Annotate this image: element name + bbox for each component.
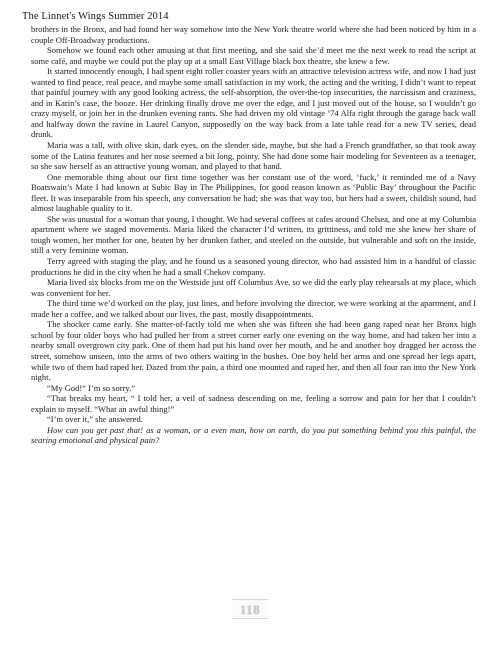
paragraph: She was unusual for a woman that young, I thought. We had several coffees at cafes around Chelsea, and one at my Columbia apartment where we staged movements. Maria liked the character I’d written, its grittiness, and told me she knew her share of tough women, her mother for one, beaten by her drunken father, and steeled on the outside, but vulnerable and soft on the inside, still a very feminine woman. [31,213,476,256]
paragraph: brothers in the Bronx, and had found her way somehow into the New York theatre world where she had been noticed by him in a couple Off-Broadway productions. [31,24,476,45]
paragraph: Somehow we found each other amusing at that first meeting, and she said she’d meet me the next week to read the script at some café, and maybe we could put the play up at a small East Village black box theatre, she knew a few. [31,45,476,66]
paragraph: The shocker came early. She matter-of-factly told me when she was fifteen she had been gang raped near her Bronx high school by four older boys who had pulled her from a street corner early one evening on the way home, and had taken her into a nearby small overgrown city park. One of them had put his hand over her mouth, and he and another boy dragged her across the street, somehow unseen, into the arms of two others waiting in the bushes. One boy held her arms and one spread her legs apart, while two of them had raped her. Dazed from the pain, a third one mounted and raped her, and then all four ran into the New York night. [31,319,476,383]
page-number [0,599,500,619]
paragraph: “I’m over it,” she answered. [47,414,143,425]
paragraph: Maria was a tall, with olive skin, dark eyes, on the slender side, maybe, but she had a French grandfather, so that took away some of the Latina features and her nose seemed a bit long, pointy. She had done some hair modeling for Seventeen as a teenager, so she saw herself as an attractive young woman, and played to that hand. [31,140,476,172]
page-body [31,24,476,446]
paragraph: “My God!” I’m so sorry.” [47,382,135,393]
italic-paragraph: How can you get past that! as a woman, or a even man, how on earth, do you put something behind you this painful, the searing emotional and physical pain? [31,424,476,446]
paragraph: Terry agreed with staging the play, and he found us a seasoned young director, who had assisted him in a handful of classic productions he did in the city when he had a small Chekov company. [31,256,476,277]
paragraph: Maria lived six blocks from me on the Westside just off Columbus Ave, so we did the early play rehearsals at my place, which was convenient for her. [31,277,476,298]
paragraph: One memorable thing about our first time together was her constant use of the word, ‘fuck,’ it reminded me of a Navy Boatswain’s Mate I had known at Subic Bay in The Philippines, for good reason known as ‘Public Bay’ throughout the Pacific fleet. It was inseparable from his speech, any conversation he had; she was that way too, but hers had a sweet, childish sound, had almost laughable quality to it. [31,171,476,214]
paragraph: The third time we’d worked on the play, just lines, and before involving the director, we were working at the apartment, and I made her a coffee, and we talked about our lives, the past, mostly disappointments. [31,298,476,319]
paragraph: “That breaks my heart, “ I told her, a veil of sadness descending on me, feeling a sorrow and pain for her that I couldn’t explain to myself. “What an awful thing!” [31,393,476,414]
page-header: The Linnet's Wings Summer 2014 [22,11,169,22]
page-number-text: 118 [232,599,268,619]
paragraph: It started innocently enough, I had spent eight roller coaster years with an attractive television actress wife, and now I had just wanted to find peace, real peace, and maybe some small satisfaction in my work, the acting and the writing, I didn’t want to repeat that painful journey with any good looking actress, the self-absorption, the over-the-top insecurities, the narcissism and craziness, and in Karin’s case, the booze. Her drinking finally drove me over the edge, and I just moved out of the house, so I wouldn’t go crazy myself, or join her in the drunken evening rants. She had driven my old vintage ’74 Alfa right through the garage back wall and halfway down the ravine in Laurel Canyon, supposedly on the way back from a late table read for a new TV series, dead drunk. [31,66,476,140]
